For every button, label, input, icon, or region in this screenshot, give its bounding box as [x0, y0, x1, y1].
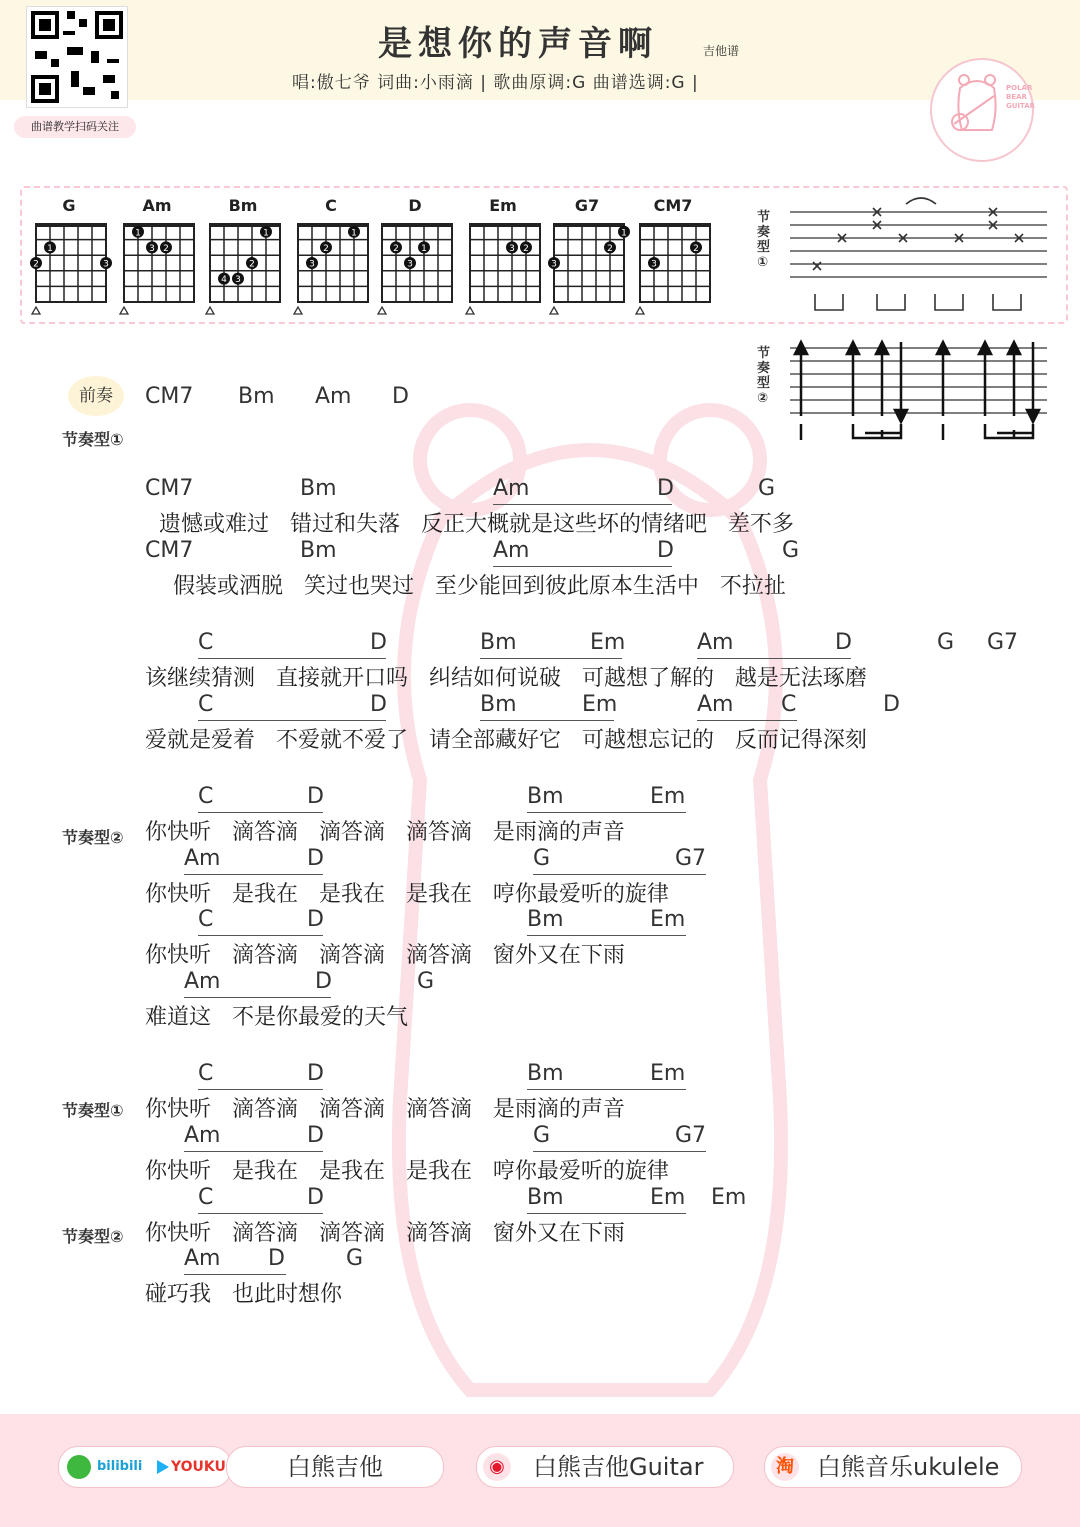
chord-underline	[184, 1151, 323, 1152]
svg-text:2: 2	[249, 259, 255, 270]
svg-text:1: 1	[351, 228, 357, 239]
taobao-account: 白熊音乐ukulele	[817, 1453, 1000, 1481]
svg-text:4: 4	[221, 275, 227, 286]
lyric-line: 你快听 滴答滴 滴答滴 滴答滴 是雨滴的声音	[145, 1097, 625, 1122]
bilibili-label: bilibili	[97, 1459, 143, 1474]
wechat-icon	[67, 1455, 91, 1479]
chord-symbol: C	[198, 1061, 214, 1086]
chord-symbol: Am	[493, 538, 530, 563]
chord-symbol: G7	[675, 1123, 707, 1148]
svg-text:3: 3	[551, 259, 557, 270]
chord-symbol: D	[883, 692, 900, 717]
chord-underline	[527, 935, 686, 936]
chord-diagram-g	[24, 196, 114, 316]
chord-symbol: D	[370, 630, 387, 655]
rhythm-pattern-2	[785, 338, 1055, 446]
chord-symbol: Am	[184, 969, 221, 994]
chord-underline	[697, 720, 797, 721]
chord-symbol: Bm	[527, 1185, 564, 1210]
svg-text:1: 1	[621, 228, 627, 239]
chord-name: Em	[489, 196, 517, 215]
chord-symbol: D	[657, 538, 674, 563]
chord-symbol: D	[307, 907, 324, 932]
chord-underline	[480, 720, 614, 721]
chord-symbol: G	[417, 969, 435, 994]
svg-text:3: 3	[309, 259, 315, 270]
chord-symbol: G	[346, 1246, 364, 1271]
chord-symbol: Em	[650, 1185, 686, 1210]
chord-symbol: C	[198, 1185, 214, 1210]
chord-underline	[198, 658, 386, 659]
chord-underline	[527, 812, 686, 813]
chord-symbol: Am	[697, 692, 734, 717]
chord-symbol: C	[198, 692, 214, 717]
intro-rhythm-label: 节奏型①	[62, 430, 124, 449]
chord-underline	[198, 720, 386, 721]
chord-symbol: Bm	[480, 692, 517, 717]
svg-text:1: 1	[263, 228, 269, 239]
chord-symbol: D	[307, 1061, 324, 1086]
lyric-line: 你快听 滴答滴 滴答滴 滴答滴 窗外又在下雨	[145, 1221, 625, 1246]
fretboard-icon	[458, 216, 548, 316]
chord-diagram-em	[458, 196, 548, 316]
chord-symbol: Am	[184, 1123, 221, 1148]
chord-underline	[527, 1089, 686, 1090]
chord-symbol: Em	[590, 630, 626, 655]
weibo-icon: ◉	[483, 1453, 511, 1481]
svg-text:3: 3	[235, 275, 241, 286]
chord-symbol: D	[268, 1246, 285, 1271]
chord-underline	[533, 874, 706, 875]
chord-name: Bm	[228, 196, 258, 215]
lyric-line: 遗憾或难过 错过和失落 反正大概就是这些坏的情绪吧 差不多	[145, 512, 794, 537]
chord-underline	[184, 874, 323, 875]
chord-symbol: G	[533, 1123, 551, 1148]
chord-underline	[198, 1089, 323, 1090]
chord-underline	[493, 566, 672, 567]
chord-symbol: Bm	[300, 476, 337, 501]
fretboard-icon	[198, 216, 288, 316]
chord-symbol: D	[315, 969, 332, 994]
video-account-pill[interactable]: 白熊吉他	[226, 1446, 444, 1488]
intro-chord: Am	[315, 384, 352, 409]
chord-symbol: Am	[184, 1246, 221, 1271]
fretboard-icon	[542, 216, 632, 316]
qr-label: 曲谱教学扫码关注	[14, 116, 136, 138]
fretboard-icon	[24, 216, 114, 316]
weibo-account: 白熊吉他Guitar	[533, 1453, 704, 1481]
svg-text:3: 3	[651, 259, 657, 270]
svg-text:3: 3	[103, 259, 109, 270]
qr-code-icon[interactable]	[26, 6, 128, 108]
svg-text:2: 2	[323, 243, 329, 254]
chord-symbol: G	[533, 846, 551, 871]
chord-diagram-am	[112, 196, 202, 316]
intro-chord: Bm	[238, 384, 275, 409]
chord-symbol: C	[198, 630, 214, 655]
taobao-icon: 淘	[771, 1453, 799, 1481]
youku-label: YOUKU	[171, 1459, 226, 1475]
chord-symbol: D	[835, 630, 852, 655]
chord-name: G	[62, 196, 76, 215]
chord-underline	[184, 1274, 286, 1275]
lyric-line: 你快听 滴答滴 滴答滴 滴答滴 窗外又在下雨	[145, 943, 625, 968]
rhythm-pattern-1	[785, 196, 1055, 318]
lyric-line: 假装或洒脱 笑过也哭过 至少能回到彼此原本生活中 不拉扯	[145, 574, 786, 599]
chorus2-rhythm-label-2: 节奏型②	[62, 1227, 124, 1246]
chord-underline	[697, 658, 851, 659]
chord-underline	[184, 997, 331, 998]
chorus1-rhythm-label: 节奏型②	[62, 828, 124, 847]
svg-text:1: 1	[135, 228, 141, 239]
svg-text:2: 2	[393, 243, 399, 254]
chord-symbol: G	[937, 630, 955, 655]
intro-chord: CM7	[145, 384, 194, 409]
chord-symbol: Am	[493, 476, 530, 501]
svg-text:1: 1	[47, 243, 53, 254]
fretboard-icon	[628, 216, 718, 316]
fretboard-icon	[370, 216, 460, 316]
chorus2-rhythm-label-1: 节奏型①	[62, 1101, 124, 1120]
lyric-line: 碰巧我 也此时想你	[145, 1282, 342, 1307]
chord-underline	[198, 812, 323, 813]
chord-underline	[198, 935, 323, 936]
svg-text:2: 2	[33, 259, 39, 270]
fretboard-icon	[112, 216, 202, 316]
chord-symbol: Bm	[480, 630, 517, 655]
fretboard-icon	[286, 216, 376, 316]
song-meta: 唱:傲七爷 词曲:小雨滴 | 歌曲原调:G 曲谱选调:G |	[292, 73, 699, 93]
lyric-line: 你快听 是我在 是我在 是我在 哼你最爱听的旋律	[145, 1159, 669, 1184]
lyric-line: 你快听 滴答滴 滴答滴 滴答滴 是雨滴的声音	[145, 820, 625, 845]
chord-diagram-d	[370, 196, 460, 316]
chord-symbol: Em	[711, 1185, 747, 1210]
chord-symbol: Bm	[527, 1061, 564, 1086]
chord-underline	[493, 504, 672, 505]
chord-symbol: C	[198, 784, 214, 809]
chord-name: G7	[574, 196, 600, 215]
lyric-line: 该继续猜测 直接就开口吗 纠结如何说破 可越想了解的 越是无法琢磨	[145, 666, 867, 691]
chord-symbol: G	[782, 538, 800, 563]
lyric-line: 难道这 不是你最爱的天气	[145, 1005, 408, 1030]
svg-text:1: 1	[421, 243, 427, 254]
chord-symbol: G7	[675, 846, 707, 871]
lyric-line: 爱就是爱着 不爱就不爱了 请全部藏好它 可越想忘记的 反而记得深刻	[145, 728, 867, 753]
chord-symbol: D	[370, 692, 387, 717]
logo-text: POLAR BEAR GUITAR	[1006, 84, 1036, 110]
chord-underline	[527, 1213, 686, 1214]
chord-symbol: C	[198, 907, 214, 932]
chord-symbol: Em	[582, 692, 618, 717]
chord-symbol: Em	[650, 784, 686, 809]
chord-symbol: D	[307, 1123, 324, 1148]
svg-text:2: 2	[607, 243, 613, 254]
chord-symbol: C	[781, 692, 797, 717]
chord-underline	[533, 1151, 706, 1152]
rhythm2-vertical-label: 节 奏 型 ②	[757, 346, 771, 406]
chord-symbol: Em	[650, 907, 686, 932]
svg-text:3: 3	[509, 243, 515, 254]
rhythm1-vertical-label: 节 奏 型 ①	[757, 210, 771, 270]
youku-icon	[157, 1460, 169, 1474]
svg-text:2: 2	[693, 243, 699, 254]
svg-text:2: 2	[163, 243, 169, 254]
chord-diagram-g7	[542, 196, 632, 316]
svg-text:3: 3	[407, 259, 413, 270]
svg-text:3: 3	[149, 243, 155, 254]
chord-name: C	[325, 196, 337, 215]
chord-symbol: Am	[184, 846, 221, 871]
chord-symbol: Bm	[300, 538, 337, 563]
chord-symbol: D	[307, 1185, 324, 1210]
chord-symbol: G	[758, 476, 776, 501]
video-sites-pill[interactable]	[58, 1446, 232, 1488]
chord-symbol: Em	[650, 1061, 686, 1086]
chord-symbol: CM7	[145, 476, 194, 501]
chord-underline	[198, 1213, 323, 1214]
chord-underline	[480, 658, 622, 659]
title-suffix: 吉他谱	[703, 44, 740, 58]
intro-chord: D	[392, 384, 409, 409]
song-title: 是想你的声音啊	[378, 24, 658, 64]
chord-diagram-c	[286, 196, 376, 316]
chord-symbol: Bm	[527, 907, 564, 932]
chord-diagram-bm	[198, 196, 288, 316]
chord-symbol: Am	[697, 630, 734, 655]
intro-badge: 前奏	[68, 376, 124, 416]
chord-diagram-cm7	[628, 196, 718, 316]
lyric-line: 你快听 是我在 是我在 是我在 哼你最爱听的旋律	[145, 882, 669, 907]
chord-symbol: CM7	[145, 538, 194, 563]
chord-symbol: G7	[987, 630, 1019, 655]
chord-name: D	[408, 196, 422, 215]
taobao-pill[interactable]	[764, 1446, 1022, 1488]
chord-name: Am	[142, 196, 172, 215]
chord-symbol: D	[657, 476, 674, 501]
weibo-pill[interactable]	[476, 1446, 734, 1488]
svg-text:2: 2	[523, 243, 529, 254]
chord-symbol: D	[307, 784, 324, 809]
chord-name: CM7	[653, 196, 693, 215]
chord-symbol: Bm	[527, 784, 564, 809]
chord-symbol: D	[307, 846, 324, 871]
